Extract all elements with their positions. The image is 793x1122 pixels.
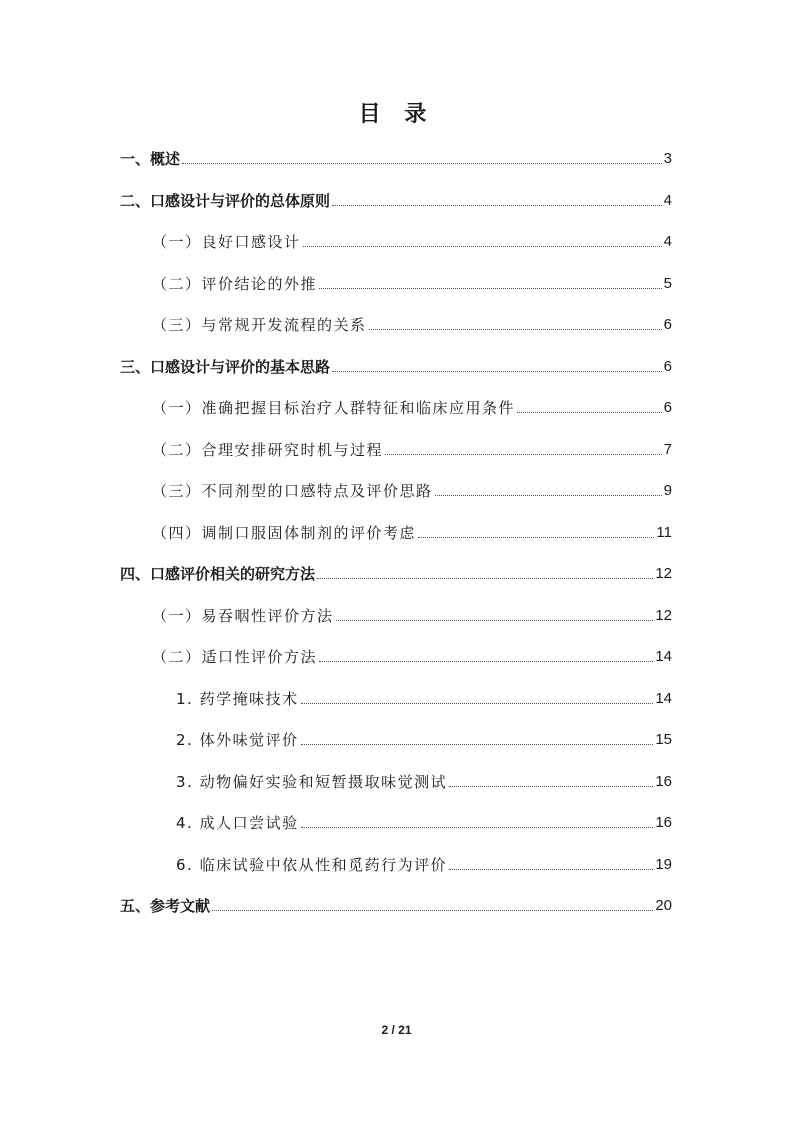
toc-entry-label: 1. 药学掩味技术 — [176, 690, 299, 708]
toc-entry-page: 5 — [663, 275, 672, 292]
toc-dot-leader — [435, 495, 662, 496]
toc-entry-page: 6 — [663, 358, 672, 375]
toc-entry[interactable] — [152, 311, 672, 335]
toc-dot-leader — [517, 412, 662, 413]
toc-entry-label: （四）调制口服固体制剂的评价考虑 — [152, 524, 417, 542]
toc-entry-page: 20 — [655, 897, 672, 914]
toc-entry[interactable] — [176, 809, 672, 833]
toc-dot-leader — [332, 371, 662, 372]
toc-dot-leader — [336, 620, 654, 621]
toc-entry[interactable] — [120, 560, 672, 584]
toc-dot-leader — [301, 827, 654, 828]
toc-entry-label: （二）评价结论的外推 — [152, 275, 318, 293]
toc-entry-page: 19 — [655, 856, 672, 873]
toc-entry-label: （一）良好口感设计 — [152, 233, 301, 251]
toc-entry-label: 3. 动物偏好实验和短暂摄取味觉测试 — [176, 773, 448, 791]
toc-entry[interactable] — [152, 436, 672, 460]
toc-entry[interactable] — [120, 187, 672, 211]
toc-entry-page: 14 — [655, 648, 672, 665]
toc-entry-label: 4. 成人口尝试验 — [176, 814, 299, 832]
toc-entry-page: 14 — [655, 690, 672, 707]
toc-entry-page: 11 — [656, 524, 672, 541]
toc-dot-leader — [301, 703, 654, 704]
toc-dot-leader — [319, 661, 653, 662]
toc-entry-page: 4 — [663, 192, 672, 209]
toc-entry-label: 2. 体外味觉评价 — [176, 731, 299, 749]
toc-entry-label: （一）准确把握目标治疗人群特征和临床应用条件 — [152, 399, 516, 417]
toc-entry-page: 6 — [663, 316, 672, 333]
toc-dot-leader — [319, 288, 662, 289]
toc-dot-leader — [332, 205, 662, 206]
toc-entry-label: （一）易吞咽性评价方法 — [152, 607, 334, 625]
toc-entry[interactable] — [152, 477, 672, 501]
toc-entry-page: 12 — [655, 565, 672, 582]
page-number: 2 / 21 — [381, 1023, 412, 1037]
toc-entry[interactable] — [176, 685, 672, 709]
toc-entry-page: 7 — [663, 441, 672, 458]
toc-entry[interactable] — [176, 768, 672, 792]
toc-entry-label: （三）不同剂型的口感特点及评价思路 — [152, 482, 433, 500]
toc-dot-leader — [301, 744, 654, 745]
toc-entry[interactable] — [120, 892, 672, 916]
toc-entry-label: 二、口感设计与评价的总体原则 — [120, 192, 331, 210]
toc-dot-leader — [303, 246, 662, 247]
toc-entry-label: （二）适口性评价方法 — [152, 648, 318, 666]
toc-entry-page: 15 — [655, 731, 672, 748]
toc-entry[interactable] — [176, 726, 672, 750]
toc-entry-label: 一、概述 — [120, 150, 181, 168]
toc-entry-label: 6. 临床试验中依从性和觅药行为评价 — [176, 856, 448, 874]
toc-dot-leader — [449, 869, 653, 870]
toc-entry[interactable] — [152, 643, 672, 667]
toc-entry[interactable] — [120, 353, 672, 377]
toc-entry-page: 9 — [663, 482, 672, 499]
toc-dot-leader — [369, 329, 662, 330]
toc-dot-leader — [182, 163, 662, 164]
toc-entry[interactable] — [152, 602, 672, 626]
toc-entry-page: 3 — [663, 150, 672, 167]
toc-entry-page: 4 — [663, 233, 672, 250]
toc-dot-leader — [212, 910, 653, 911]
toc-entry[interactable] — [120, 145, 672, 169]
toc-entry-label: 五、参考文献 — [120, 897, 211, 915]
toc-entry-page: 6 — [663, 399, 672, 416]
toc-entry-page: 16 — [655, 814, 672, 831]
toc-entry[interactable] — [152, 519, 672, 543]
toc-entry[interactable] — [152, 270, 672, 294]
toc-entry-label: （三）与常规开发流程的关系 — [152, 316, 367, 334]
toc-entry-page: 12 — [655, 607, 672, 624]
toc-entry[interactable] — [152, 394, 672, 418]
toc-entry[interactable] — [176, 851, 672, 875]
toc-dot-leader — [317, 578, 653, 579]
toc-dot-leader — [385, 454, 662, 455]
toc-entry-label: 三、口感设计与评价的基本思路 — [120, 358, 331, 376]
toc-dot-leader — [418, 537, 654, 538]
toc-dot-leader — [449, 786, 653, 787]
toc-entry-label: 四、口感评价相关的研究方法 — [120, 565, 316, 583]
toc-entry-label: （二）合理安排研究时机与过程 — [152, 441, 384, 459]
toc-entry-page: 16 — [655, 773, 672, 790]
toc-entry[interactable] — [152, 228, 672, 252]
toc-title: 目 录 — [358, 102, 435, 127]
